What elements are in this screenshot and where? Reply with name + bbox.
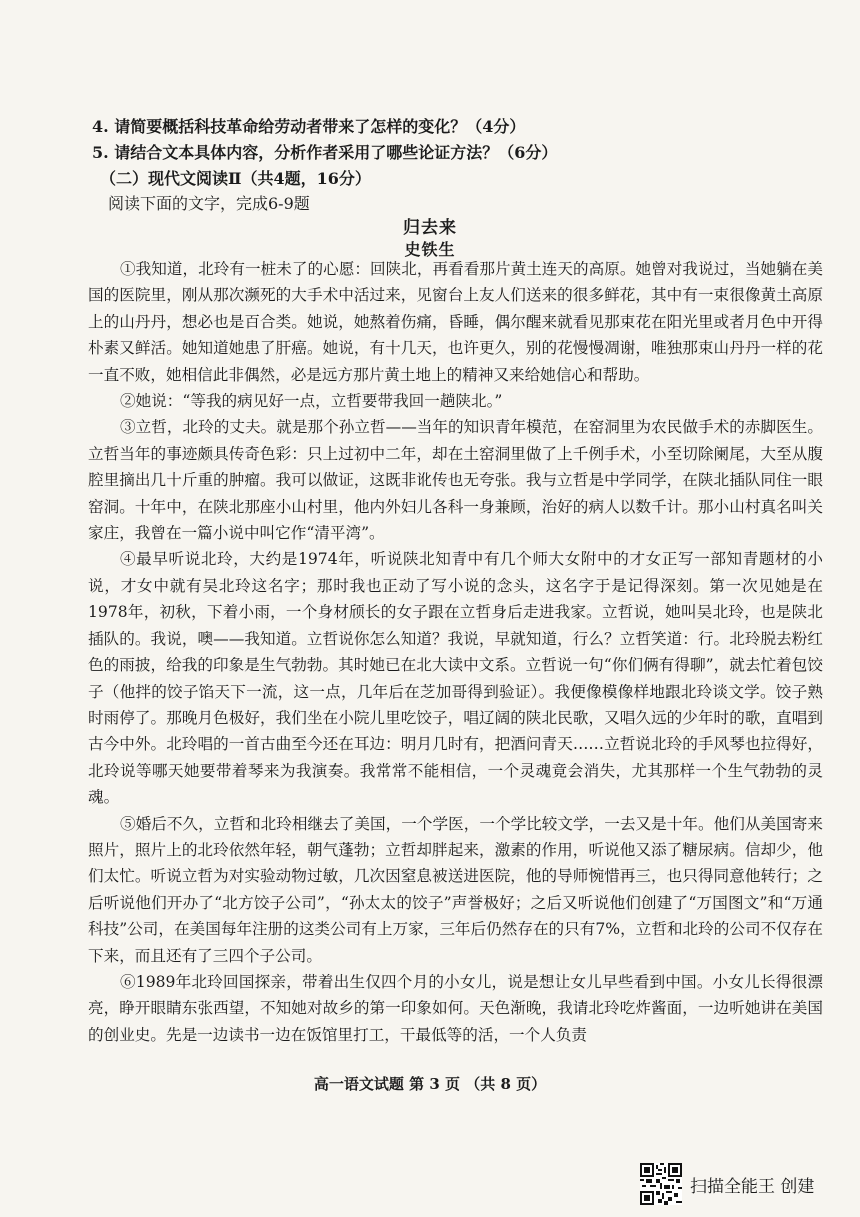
article-body [88, 256, 823, 1048]
section-heading: （二）现代文阅读Ⅱ（共4题，16分） [100, 169, 371, 188]
qr-code-icon [640, 1163, 682, 1205]
paragraph-4: ④最早听说北玲，大约是1974年，听说陕北知青中有几个师大女附中的才女正写一部知青题材的小说，才女中就有吴北玲这名字；那时我也正动了写小说的念头，这名字于是记得深刻。第一次见她是在1978年，初秋，下着小雨，一个身材颀长的女子跟在立哲身后走进我家。立哲说，她叫吴北玲，也是陕北插队的。我说，噢——我知道。立哲说你怎么知道？我说，早就知道，行么？立哲笑道：行。北玲脱去粉红色的雨披，给我的印象是生气勃勃。其时她已在北大读中文系。立哲说一句“你们俩有得聊”，就去忙着包饺子（他拌的饺子馅天下一流，这一点，几年后在芝加哥得到验证）。我便像模像样地跟北玲谈文学。饺子熟时雨停了。那晚月色极好，我们坐在小院儿里吃饺子，唱辽阔的陕北民歌，又唱久远的少年时的歌，直唱到古今中外。北玲唱的一首古曲至今还在耳边：明月几时有，把酒问青天……立哲说北玲的手风琴也拉得好，北玲说等哪天她要带着琴来为我演奏。我常常不能相信，一个灵魂竟会消失，尤其那样一个生气勃勃的灵魂。 [88, 550, 823, 807]
scanner-watermark: 扫描全能王 创建 [690, 1177, 815, 1197]
question-4: 4. 请简要概括科技革命给劳动者带来了怎样的变化？（4分） [92, 117, 526, 136]
article-author: 史铁生 [404, 240, 456, 259]
question-5: 5. 请结合文本具体内容，分析作者采用了哪些论证方法？（6分） [92, 143, 558, 162]
paragraph-5: ⑤婚后不久，立哲和北玲相继去了美国，一个学医，一个学比较文学，一去又是十年。他们从美国寄来照片，照片上的北玲依然年轻，朝气蓬勃；立哲却胖起来，激素的作用，听说他又添了糖尿病。信却少，他们太忙。听说立哲为对实验动物过敏，几次因窒息被送进医院，他的导师惋惜再三，也只得同意他转行；之后听说他们开办了“北方饺子公司”，“孙太太的饺子”声誉极好；之后又听说他们创建了“万国图文”和“万通科技”公司，在美国每年注册的这类公司有上万家，三年后仍然存在的只有7%，立哲和北玲的公司不仅存在下来，而且还有了三四个子公司。 [88, 814, 823, 965]
paragraph-6: ⑥1989年北玲回国探亲，带着出生仅四个月的小女儿，说是想让女儿早些看到中国。小女儿长得很漂亮，睁开眼睛东张西望，不知她对故乡的第一印象如何。天色渐晚，我请北玲吃炸酱面，一边听她讲在美国的创业史。先是一边读书一边在饭馆里打工，干最低等的活，一个人负责 [88, 972, 823, 1044]
paragraph-2: ②她说：“等我的病见好一点，立哲要带我回一趟陕北。” [120, 392, 503, 411]
paragraph-3: ③立哲，北玲的丈夫。就是那个孙立哲——当年的知识青年模范，在窑洞里为农民做手术的赤脚医生。立哲当年的事迹颇具传奇色彩：只上过初中二年，却在土窑洞里做了上千例手术，小至切除阑尾，大至从腹腔里摘出几十斤重的肿瘤。我可以做证，这既非讹传也无夸张。我与立哲是中学同学，在陕北插队同住一眼窑洞。十年中，在陕北那座小山村里，他内外妇儿各科一身兼顾，治好的病人以数千计。那小山村真名叫关家庄，我曾在一篇小说中叫它作“清平湾”。 [88, 418, 823, 543]
page-footer: 高一语文试题 第 3 页 （共 8 页） [313, 1075, 547, 1093]
section-instruction: 阅读下面的文字，完成6-9题 [108, 194, 310, 213]
paragraph-1: ①我知道，北玲有一桩未了的心愿：回陕北，再看看那片黄土连天的高原。她曾对我说过，当她躺在美国的医院里，刚从那次濒死的大手术中活过来，见窗台上友人们送来的很多鲜花，其中有一束很像黄土高原上的山丹丹，想必也是百合类。她说，她熬着伤痛，昏睡，偶尔醒来就看见那束花在阳光里或者月色中开得朴素又鲜活。她知道她患了肝癌。她说，有十几天，也许更久，别的花慢慢凋谢，唯独那束山丹丹一样的花一直不败，她相信此非偶然，必是远方那片黄土地上的精神又来给她信心和帮助。 [88, 260, 823, 384]
article-title: 归去来 [403, 218, 457, 238]
